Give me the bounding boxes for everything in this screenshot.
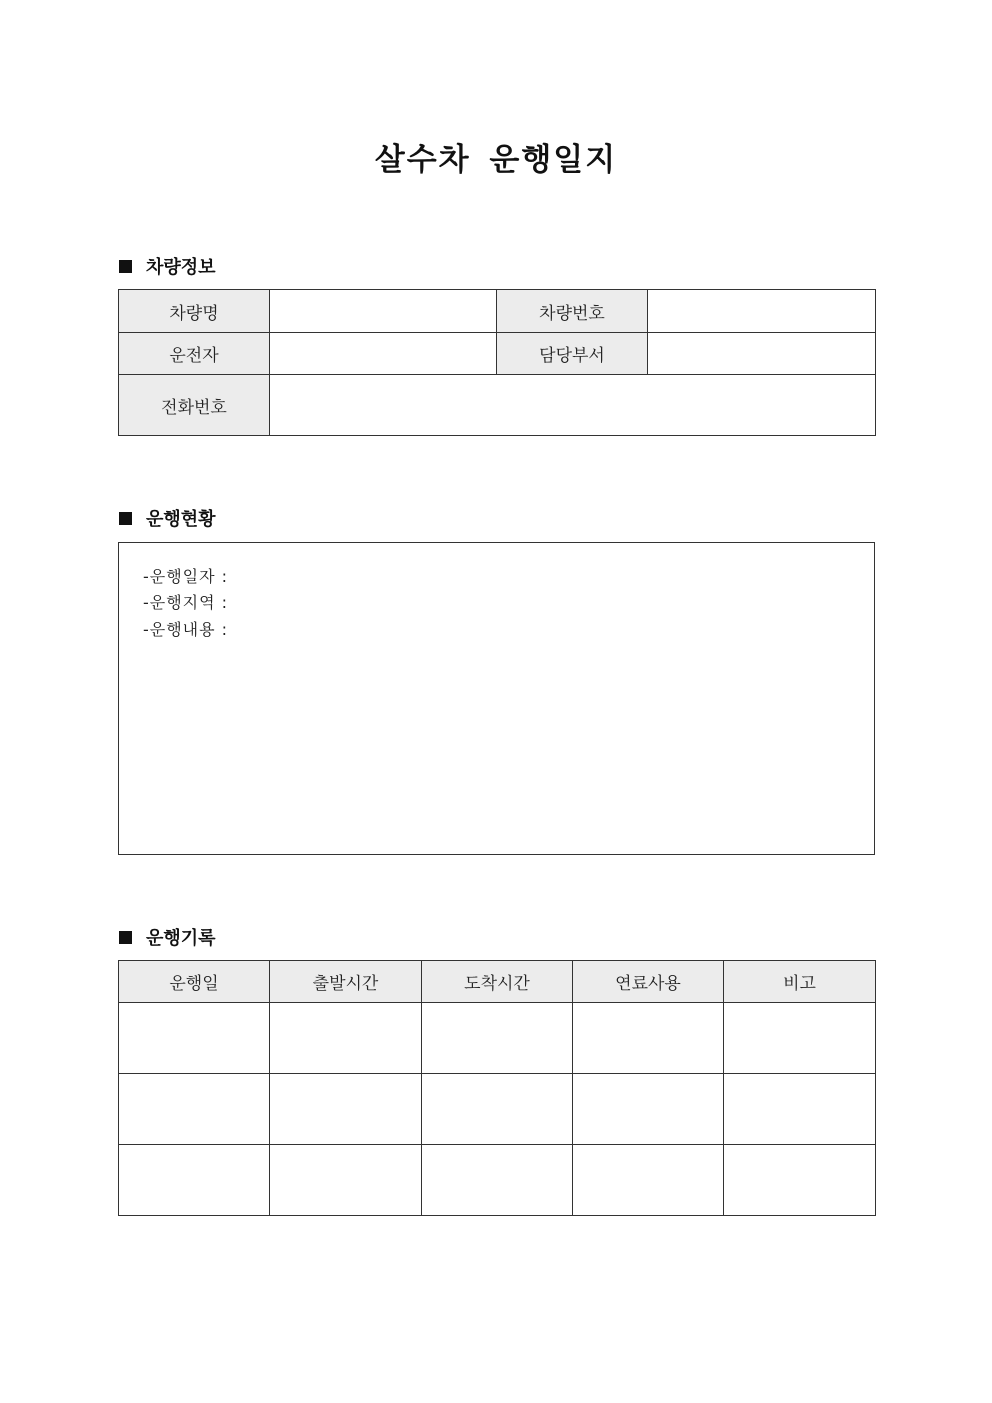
section-title: 운행기록 — [146, 928, 216, 949]
table-header-row — [119, 961, 876, 1003]
section-title: 운행현황 — [146, 509, 216, 530]
log-cell-remarks[interactable] — [724, 1145, 876, 1216]
log-cell-remarks[interactable] — [724, 1074, 876, 1145]
log-cell-date[interactable] — [119, 1074, 270, 1145]
table-row — [119, 1145, 876, 1216]
log-cell-departure-time[interactable] — [270, 1145, 422, 1216]
square-bullet-icon — [119, 260, 132, 273]
square-bullet-icon — [119, 931, 132, 944]
log-cell-date[interactable] — [119, 1003, 270, 1074]
phone-field[interactable] — [270, 375, 876, 436]
section-heading-vehicle-info — [119, 253, 216, 279]
department-field[interactable] — [648, 333, 876, 375]
table-row — [119, 375, 876, 436]
vehicle-number-field[interactable] — [648, 290, 876, 333]
log-cell-fuel-usage[interactable] — [573, 1074, 724, 1145]
log-cell-remarks[interactable] — [724, 1003, 876, 1074]
table-row — [119, 290, 876, 333]
log-cell-date[interactable] — [119, 1145, 270, 1216]
page-title: 살수차 운행일지 — [374, 142, 618, 178]
operation-log-table — [118, 960, 876, 1216]
phone-label: 전화번호 — [119, 375, 270, 436]
operation-content-line: -운행내용 : — [143, 620, 229, 639]
section-heading-operation-status — [119, 505, 216, 531]
log-cell-departure-time[interactable] — [270, 1074, 422, 1145]
driver-label: 운전자 — [119, 333, 270, 375]
column-header-fuel-usage: 연료사용 — [573, 961, 724, 1003]
operation-date-line: -운행일자 : — [143, 567, 229, 586]
log-cell-arrival-time[interactable] — [422, 1003, 573, 1074]
table-row — [119, 1074, 876, 1145]
log-cell-departure-time[interactable] — [270, 1003, 422, 1074]
log-cell-fuel-usage[interactable] — [573, 1003, 724, 1074]
column-header-departure-time: 출발시간 — [270, 961, 422, 1003]
column-header-arrival-time: 도착시간 — [422, 961, 573, 1003]
vehicle-name-label: 차량명 — [119, 290, 270, 333]
driver-field[interactable] — [270, 333, 497, 375]
column-header-remarks: 비고 — [724, 961, 876, 1003]
section-title: 차량정보 — [146, 257, 216, 278]
vehicle-number-label: 차량번호 — [497, 290, 648, 333]
log-cell-fuel-usage[interactable] — [573, 1145, 724, 1216]
log-cell-arrival-time[interactable] — [422, 1074, 573, 1145]
department-label: 담당부서 — [497, 333, 648, 375]
vehicle-name-field[interactable] — [270, 290, 497, 333]
section-heading-operation-log — [119, 924, 216, 950]
column-header-date: 운행일 — [119, 961, 270, 1003]
operation-status-box[interactable] — [118, 542, 875, 855]
table-row — [119, 1003, 876, 1074]
square-bullet-icon — [119, 512, 132, 525]
log-cell-arrival-time[interactable] — [422, 1145, 573, 1216]
operation-area-line: -운행지역 : — [143, 593, 229, 612]
vehicle-info-table — [118, 289, 876, 436]
table-row — [119, 333, 876, 375]
